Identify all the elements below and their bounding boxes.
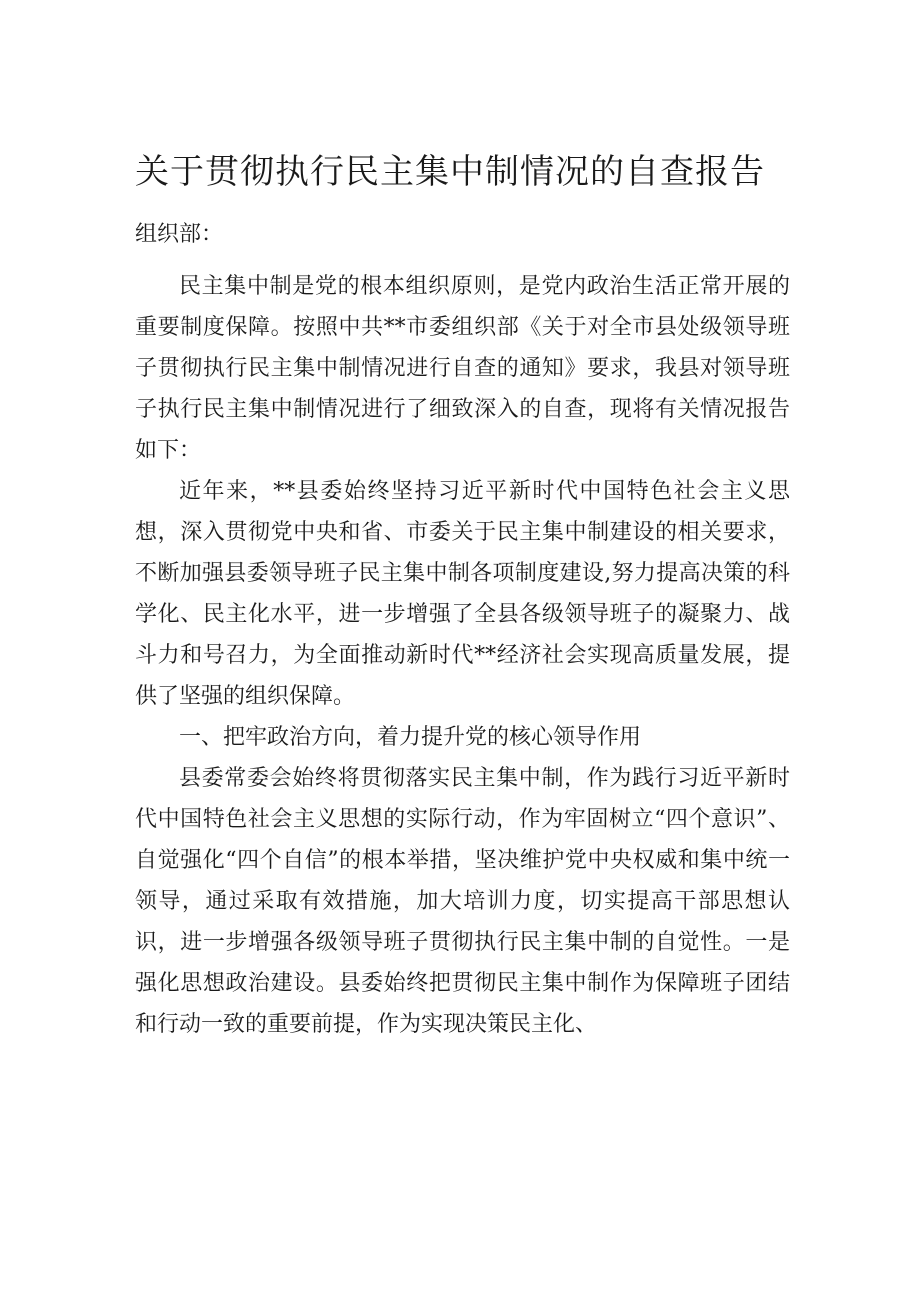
document-title: 关于贯彻执行民主集中制情况的自查报告 bbox=[135, 152, 765, 192]
section-heading-1: 一、把牢政治方向，着力提升党的核心领导作用 bbox=[179, 725, 642, 750]
document-body bbox=[135, 266, 790, 1045]
paragraph-intro: 民主集中制是党的根本组织原则，是党内政治生活正常开展的重要制度保障。按照中共**市委组织部《关于对全市县处级领导班子贯彻执行民主集中制情况进行自查的通知》要求，我县对领导班子执行民主集中制情况进行了细致深入的自查，现将有关情况报告如下： bbox=[135, 274, 790, 463]
salutation: 组织部： bbox=[135, 222, 224, 247]
paragraph-overview: 近年来，**县委始终坚持习近平新时代中国特色社会主义思想，深入贯彻党中央和省、市委关于民主集中制建设的相关要求，不断加强县委领导班子民主集中制各项制度建设,努力提高决策的科学化、民主化水平，进一步增强了全县各级领导班子的凝聚力、战斗力和号召力，为全面推动新时代**经济社会实现高质量发展，提供了坚强的组织保障。 bbox=[135, 479, 790, 709]
paragraph-section-1: 县委常委会始终将贯彻落实民主集中制，作为践行习近平新时代中国特色社会主义思想的实际行动，作为牢固树立“四个意识”、自觉强化“四个自信”的根本举措，坚决维护党中央权威和集中统一领导，通过采取有效措施，加大培训力度，切实提高干部思想认识，进一步增强各级领导班子贯彻执行民主集中制的自觉性。一是强化思想政治建设。县委始终把贯彻民主集中制作为保障班子团结和行动一致的重要前提，作为实现决策民主化、 bbox=[135, 766, 790, 1037]
